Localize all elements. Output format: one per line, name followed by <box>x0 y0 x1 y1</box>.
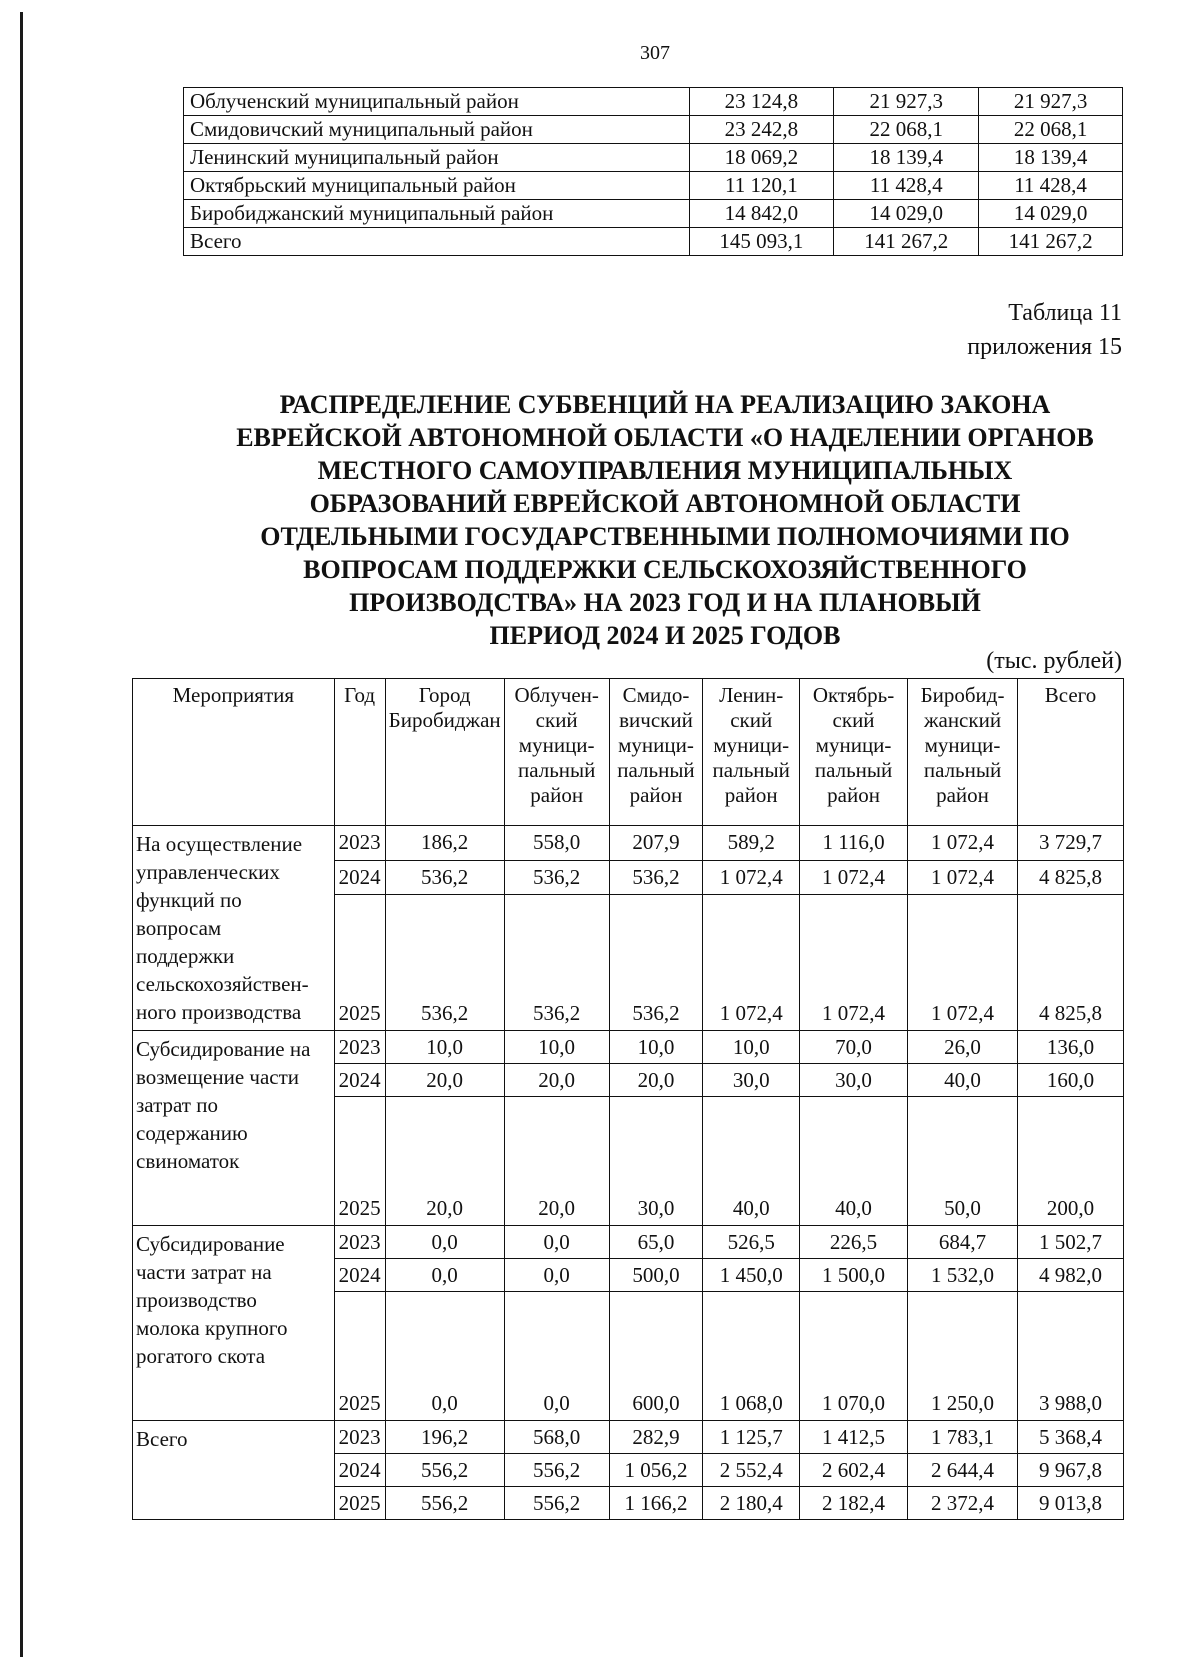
title-line: ЕВРЕЙСКОЙ АВТОНОМНОЙ ОБЛАСТИ «О НАДЕЛЕНИИ ОРГАНОВ <box>236 423 1094 452</box>
amount-cell: 556,2 <box>504 1487 609 1520</box>
column-header-line: ский <box>730 708 773 732</box>
column-header-line: Смидо- <box>622 683 690 707</box>
appendix-number: приложения 15 <box>967 334 1122 360</box>
column-header <box>908 679 1018 826</box>
activity-label-line: Всего <box>136 1427 188 1451</box>
column-header-line: район <box>724 783 778 807</box>
column-header-line: Октябрь- <box>812 683 895 707</box>
amount-cell: 4 825,8 <box>1018 860 1124 895</box>
activity-label-line: функций по <box>136 888 242 912</box>
year-cell: 2025 <box>334 895 385 1031</box>
column-header-line: район <box>530 783 584 807</box>
amount-cell: 1 783,1 <box>908 1421 1018 1454</box>
amount-cell: 1 072,4 <box>908 826 1018 861</box>
activity-label-line: вопросам <box>136 916 222 940</box>
amount-cell: 536,2 <box>504 895 609 1031</box>
year-cell: 2025 <box>334 1292 385 1421</box>
amount-cell: 22 068,1 <box>834 116 979 144</box>
amount-cell: 196,2 <box>385 1421 504 1454</box>
activity-label-line: Субсидирование <box>136 1232 285 1256</box>
amount-cell: 2 552,4 <box>703 1454 800 1487</box>
amount-cell: 0,0 <box>504 1259 609 1292</box>
amount-cell: 536,2 <box>385 895 504 1031</box>
amount-cell: 20,0 <box>504 1097 609 1226</box>
amount-cell: 0,0 <box>504 1226 609 1259</box>
district-name-cell: Всего <box>184 228 690 256</box>
amount-cell: 21 927,3 <box>834 88 979 116</box>
amount-cell: 1 070,0 <box>800 1292 908 1421</box>
amount-cell: 9 967,8 <box>1018 1454 1124 1487</box>
district-totals-table <box>183 87 1123 256</box>
year-cell: 2024 <box>334 1064 385 1097</box>
activity-label-line: Субсидирование на <box>136 1037 311 1061</box>
district-name-cell: Облученский муниципальный район <box>184 88 690 116</box>
table-row <box>133 1226 1124 1259</box>
amount-cell: 1 500,0 <box>800 1259 908 1292</box>
amount-cell: 136,0 <box>1018 1031 1124 1064</box>
amount-cell: 10,0 <box>609 1031 703 1064</box>
column-header-line: муници- <box>618 733 694 757</box>
column-header-line: Мероприятия <box>172 683 295 707</box>
activity-label-line: молока крупного <box>136 1316 288 1340</box>
amount-cell: 600,0 <box>609 1292 703 1421</box>
amount-cell: 160,0 <box>1018 1064 1124 1097</box>
column-header <box>1018 679 1124 826</box>
amount-cell: 1 056,2 <box>609 1454 703 1487</box>
table-row <box>184 172 1123 200</box>
amount-cell: 5 368,4 <box>1018 1421 1124 1454</box>
amount-cell: 4 825,8 <box>1018 895 1124 1031</box>
amount-cell: 11 428,4 <box>979 172 1123 200</box>
subvention-distribution-table <box>132 678 1124 1520</box>
amount-cell: 0,0 <box>385 1292 504 1421</box>
amount-cell: 40,0 <box>703 1097 800 1226</box>
amount-cell: 186,2 <box>385 826 504 861</box>
amount-cell: 30,0 <box>609 1097 703 1226</box>
activity-label-line: части затрат на <box>136 1260 272 1284</box>
column-header <box>504 679 609 826</box>
title-line: ПРОИЗВОДСТВА» НА 2023 ГОД И НА ПЛАНОВЫЙ <box>349 588 981 617</box>
table-row <box>184 116 1123 144</box>
amount-cell: 1 450,0 <box>703 1259 800 1292</box>
title-line: РАСПРЕДЕЛЕНИЕ СУБВЕНЦИЙ НА РЕАЛИЗАЦИЮ ЗАКОНА <box>279 390 1051 419</box>
amount-cell: 536,2 <box>609 860 703 895</box>
column-header-line: Биробид- <box>920 683 1005 707</box>
amount-cell: 14 029,0 <box>979 200 1123 228</box>
amount-cell: 1 116,0 <box>800 826 908 861</box>
amount-cell: 0,0 <box>504 1292 609 1421</box>
table-row <box>133 826 1124 861</box>
activity-label-cell <box>133 1031 335 1226</box>
amount-cell: 10,0 <box>504 1031 609 1064</box>
column-header-line: район <box>827 783 880 807</box>
amount-cell: 65,0 <box>609 1226 703 1259</box>
amount-cell: 226,5 <box>800 1226 908 1259</box>
amount-cell: 536,2 <box>385 860 504 895</box>
amount-cell: 207,9 <box>609 826 703 861</box>
amount-cell: 20,0 <box>385 1064 504 1097</box>
amount-cell: 70,0 <box>800 1031 908 1064</box>
amount-cell: 556,2 <box>504 1454 609 1487</box>
amount-cell: 282,9 <box>609 1421 703 1454</box>
column-header-line: район <box>936 783 989 807</box>
column-header-line: муници- <box>815 733 892 757</box>
amount-cell: 141 267,2 <box>979 228 1123 256</box>
units-label: (тыс. рублей) <box>986 648 1122 674</box>
amount-cell: 0,0 <box>385 1226 504 1259</box>
amount-cell: 40,0 <box>908 1064 1018 1097</box>
column-header-line: пальный <box>617 758 695 782</box>
activity-label-line: содержанию <box>136 1121 248 1145</box>
column-header <box>133 679 335 826</box>
year-cell: 2024 <box>334 1259 385 1292</box>
column-header-line: муници- <box>518 733 595 757</box>
amount-cell: 1 412,5 <box>800 1421 908 1454</box>
amount-cell: 556,2 <box>385 1454 504 1487</box>
column-header-line: Год <box>344 683 376 707</box>
column-header-line: жанский <box>923 708 1002 732</box>
activity-label-line: возмещение части <box>136 1065 300 1089</box>
amount-cell: 20,0 <box>504 1064 609 1097</box>
amount-cell: 589,2 <box>703 826 800 861</box>
amount-cell: 1 166,2 <box>609 1487 703 1520</box>
amount-cell: 9 013,8 <box>1018 1487 1124 1520</box>
amount-cell: 526,5 <box>703 1226 800 1259</box>
column-header-line: муници- <box>924 733 1001 757</box>
title-line: ПЕРИОД 2024 И 2025 ГОДОВ <box>489 621 841 650</box>
amount-cell: 1 068,0 <box>703 1292 800 1421</box>
table-row <box>184 88 1123 116</box>
amount-cell: 18 069,2 <box>689 144 834 172</box>
title-line: МЕСТНОГО САМОУПРАВЛЕНИЯ МУНИЦИПАЛЬНЫХ <box>317 456 1013 485</box>
column-header-line: пальный <box>517 758 596 782</box>
table-row <box>133 1031 1124 1064</box>
activity-label-cell <box>133 1226 335 1421</box>
column-header-line: район <box>629 783 683 807</box>
column-header-line: пальный <box>923 758 1002 782</box>
activity-label-cell <box>133 826 335 1031</box>
amount-cell: 1 250,0 <box>908 1292 1018 1421</box>
amount-cell: 2 602,4 <box>800 1454 908 1487</box>
activity-label-line: На осуществление <box>136 832 303 856</box>
column-header-line: Ленин- <box>719 683 784 707</box>
title-line: ОТДЕЛЬНЫМИ ГОСУДАРСТВЕННЫМИ ПОЛНОМОЧИЯМИ ПО <box>260 522 1070 551</box>
column-header <box>609 679 703 826</box>
year-cell: 2023 <box>334 826 385 861</box>
amount-cell: 30,0 <box>703 1064 800 1097</box>
district-name-cell: Октябрьский муниципальный район <box>184 172 690 200</box>
amount-cell: 21 927,3 <box>979 88 1123 116</box>
table-row <box>184 144 1123 172</box>
amount-cell: 1 072,4 <box>703 860 800 895</box>
year-cell: 2023 <box>334 1421 385 1454</box>
district-name-cell: Биробиджанский муниципальный район <box>184 200 690 228</box>
amount-cell: 536,2 <box>504 860 609 895</box>
title-line: ОБРАЗОВАНИЙ ЕВРЕЙСКОЙ АВТОНОМНОЙ ОБЛАСТИ <box>309 489 1021 518</box>
activity-label-cell <box>133 1421 335 1520</box>
year-cell: 2024 <box>334 860 385 895</box>
table-row <box>133 1421 1124 1454</box>
amount-cell: 500,0 <box>609 1259 703 1292</box>
amount-cell: 2 644,4 <box>908 1454 1018 1487</box>
year-cell: 2023 <box>334 1031 385 1064</box>
amount-cell: 1 072,4 <box>703 895 800 1031</box>
column-header-line: пальный <box>712 758 790 782</box>
amount-cell: 11 120,1 <box>689 172 834 200</box>
table-row <box>184 228 1123 256</box>
amount-cell: 1 072,4 <box>800 860 908 895</box>
activity-label-line: поддержки <box>136 944 235 968</box>
activity-label-line: производство <box>136 1288 257 1312</box>
column-header-line: муници- <box>713 733 790 757</box>
activity-label-line: свиноматок <box>136 1149 240 1173</box>
column-header-line: Облучен- <box>514 683 599 707</box>
column-header <box>385 679 504 826</box>
column-header-line: пальный <box>814 758 893 782</box>
activity-label-line: ного производства <box>136 1000 302 1024</box>
amount-cell: 2 372,4 <box>908 1487 1018 1520</box>
amount-cell: 4 982,0 <box>1018 1259 1124 1292</box>
amount-cell: 1 072,4 <box>908 895 1018 1031</box>
amount-cell: 10,0 <box>703 1031 800 1064</box>
amount-cell: 200,0 <box>1018 1097 1124 1226</box>
amount-cell: 1 072,4 <box>908 860 1018 895</box>
amount-cell: 684,7 <box>908 1226 1018 1259</box>
amount-cell: 14 842,0 <box>689 200 834 228</box>
column-header-line: ский <box>832 708 875 732</box>
year-cell: 2024 <box>334 1454 385 1487</box>
page-number: 307 <box>640 42 670 64</box>
amount-cell: 14 029,0 <box>834 200 979 228</box>
amount-cell: 0,0 <box>385 1259 504 1292</box>
column-header-line: ский <box>535 708 578 732</box>
amount-cell: 141 267,2 <box>834 228 979 256</box>
amount-cell: 1 502,7 <box>1018 1226 1124 1259</box>
amount-cell: 18 139,4 <box>979 144 1123 172</box>
amount-cell: 22 068,1 <box>979 116 1123 144</box>
activity-label-line: управленческих <box>136 860 280 884</box>
amount-cell: 536,2 <box>609 895 703 1031</box>
column-header <box>800 679 908 826</box>
column-header <box>334 679 385 826</box>
table-reference <box>967 296 1122 364</box>
amount-cell: 1 072,4 <box>800 895 908 1031</box>
amount-cell: 23 242,8 <box>689 116 834 144</box>
amount-cell: 145 093,1 <box>689 228 834 256</box>
amount-cell: 20,0 <box>609 1064 703 1097</box>
title-line: ВОПРОСАМ ПОДДЕРЖКИ СЕЛЬСКОХОЗЯЙСТВЕННОГО <box>303 555 1027 584</box>
amount-cell: 3 988,0 <box>1018 1292 1124 1421</box>
year-cell: 2025 <box>334 1097 385 1226</box>
amount-cell: 50,0 <box>908 1097 1018 1226</box>
amount-cell: 2 182,4 <box>800 1487 908 1520</box>
column-header-line: вичский <box>619 708 693 732</box>
amount-cell: 18 139,4 <box>834 144 979 172</box>
amount-cell: 11 428,4 <box>834 172 979 200</box>
amount-cell: 40,0 <box>800 1097 908 1226</box>
amount-cell: 556,2 <box>385 1487 504 1520</box>
amount-cell: 3 729,7 <box>1018 826 1124 861</box>
amount-cell: 1 532,0 <box>908 1259 1018 1292</box>
activity-label-line: сельскохозяйствен- <box>136 972 309 996</box>
document-title <box>190 388 1140 652</box>
column-header-line: Город <box>418 683 471 707</box>
year-cell: 2025 <box>334 1487 385 1520</box>
amount-cell: 20,0 <box>385 1097 504 1226</box>
column-header-line: Биробиджан <box>388 708 501 732</box>
amount-cell: 558,0 <box>504 826 609 861</box>
table-row <box>184 200 1123 228</box>
column-header-line: Всего <box>1044 683 1097 707</box>
table-number: Таблица 11 <box>1008 300 1122 326</box>
amount-cell: 10,0 <box>385 1031 504 1064</box>
activity-label-line: затрат по <box>136 1093 218 1117</box>
amount-cell: 23 124,8 <box>689 88 834 116</box>
activity-label-line: рогатого скота <box>136 1344 266 1368</box>
amount-cell: 2 180,4 <box>703 1487 800 1520</box>
amount-cell: 568,0 <box>504 1421 609 1454</box>
year-cell: 2023 <box>334 1226 385 1259</box>
column-header <box>703 679 800 826</box>
amount-cell: 26,0 <box>908 1031 1018 1064</box>
district-name-cell: Ленинский муниципальный район <box>184 144 690 172</box>
amount-cell: 1 125,7 <box>703 1421 800 1454</box>
amount-cell: 30,0 <box>800 1064 908 1097</box>
page-margin-line <box>20 12 23 1657</box>
district-name-cell: Смидовичский муниципальный район <box>184 116 690 144</box>
